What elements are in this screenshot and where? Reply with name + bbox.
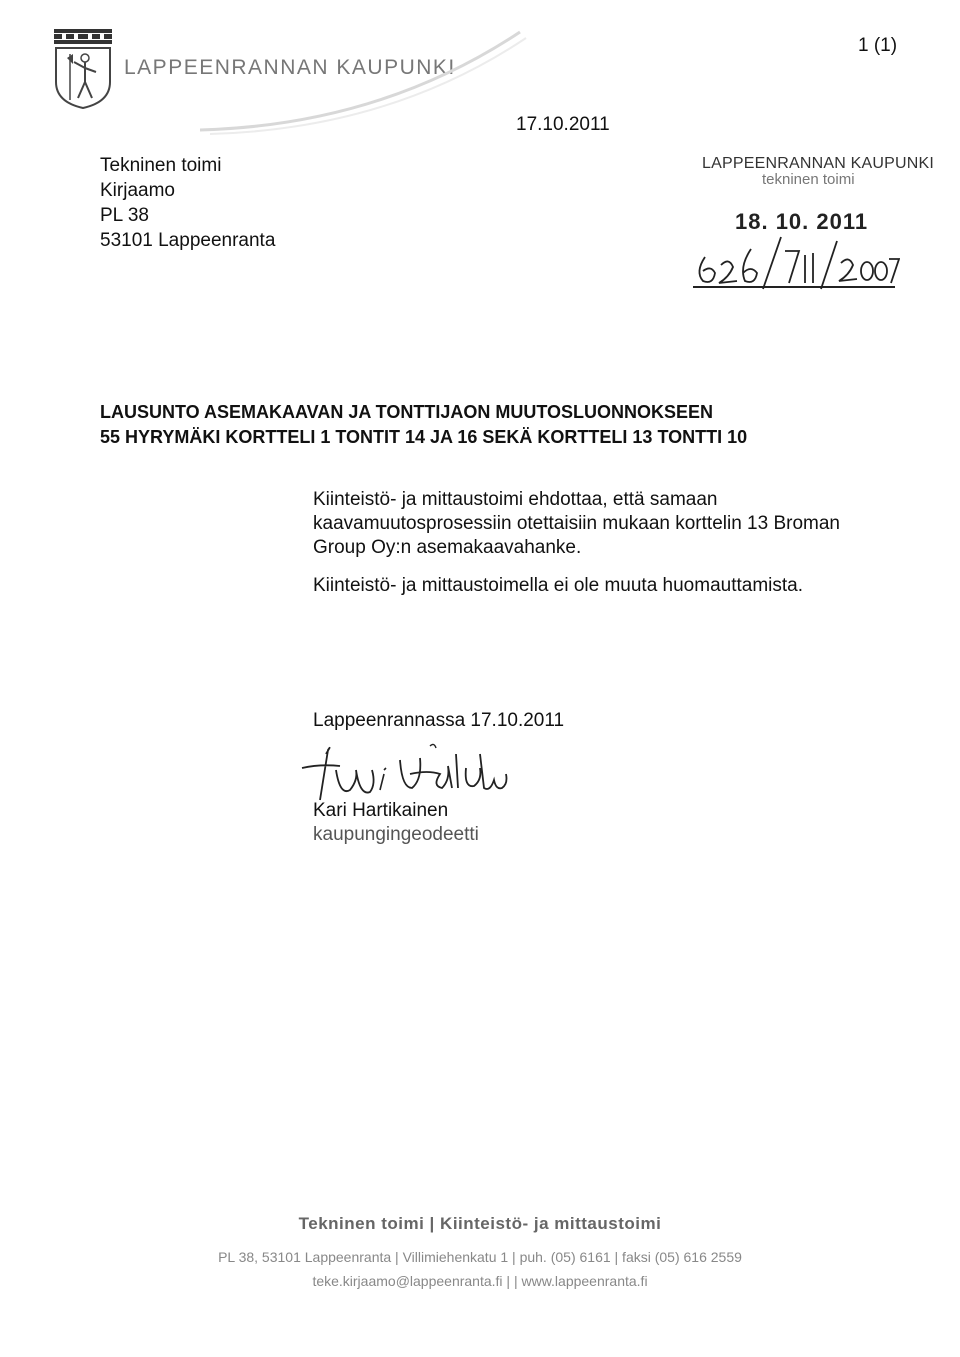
received-stamp (690, 155, 935, 295)
letter-date: 17.10.2011 (516, 114, 610, 135)
stamp-received-date: 18. 10. 2011 (735, 209, 869, 234)
body-paragraph: Kiinteistö- ja mittaustoimella ei ole muuta huomauttamista. (313, 575, 804, 596)
footer-address: PL 38, 53101 Lappeenranta | Villimiehenkatu 1 | puh. (05) 6161 | faksi (05) 616 2559 (218, 1249, 742, 1265)
stamp-department: tekninen toimi (762, 171, 855, 188)
signer-title: kaupungingeodeetti (313, 824, 479, 845)
handwritten-reference-number (685, 227, 900, 295)
title-line: LAUSUNTO ASEMAKAAVAN JA TONTTIJAON MUUTOSLUONNOKSEEN (100, 402, 714, 422)
footer-contact: teke.kirjaamo@lappeenranta.fi | | www.lappeenranta.fi (312, 1273, 648, 1289)
header-swoosh-decoration (200, 30, 530, 140)
recipient-line: Kirjaamo (100, 180, 175, 201)
place-and-date: Lappeenrannassa 17.10.2011 (313, 710, 565, 731)
page-number: 1 (1) (858, 35, 898, 56)
recipient-line: 53101 Lappeenranta (100, 230, 276, 251)
letter-footer (0, 1214, 960, 1289)
signer-name: Kari Hartikainen (313, 800, 449, 821)
title-line: 55 HYRYMÄKI KORTTELI 1 TONTIT 14 JA 16 SEKÄ KORTTELI 13 TONTTI 10 (100, 427, 748, 447)
recipient-line: Tekninen toimi (100, 155, 222, 176)
stamp-organization: LAPPEENRANNAN KAUPUNKI (702, 155, 935, 172)
letter-title (100, 400, 747, 450)
body-paragraph: Kiinteistö- ja mittaustoimi ehdottaa, että samaan kaavamuutosprosessiin otettaisiin mukaan korttelin 13 Broman Group Oy:n asemakaavahanke. (313, 489, 840, 558)
footer-department: Tekninen toimi | Kiinteistö- ja mittaustoimi (298, 1214, 662, 1233)
recipient-address (100, 153, 275, 253)
recipient-line: PL 38 (100, 205, 149, 226)
letter-body (313, 488, 873, 598)
coat-of-arms-icon (52, 28, 114, 110)
organization-name: LAPPEENRANNAN KAUPUNKI (124, 56, 456, 79)
